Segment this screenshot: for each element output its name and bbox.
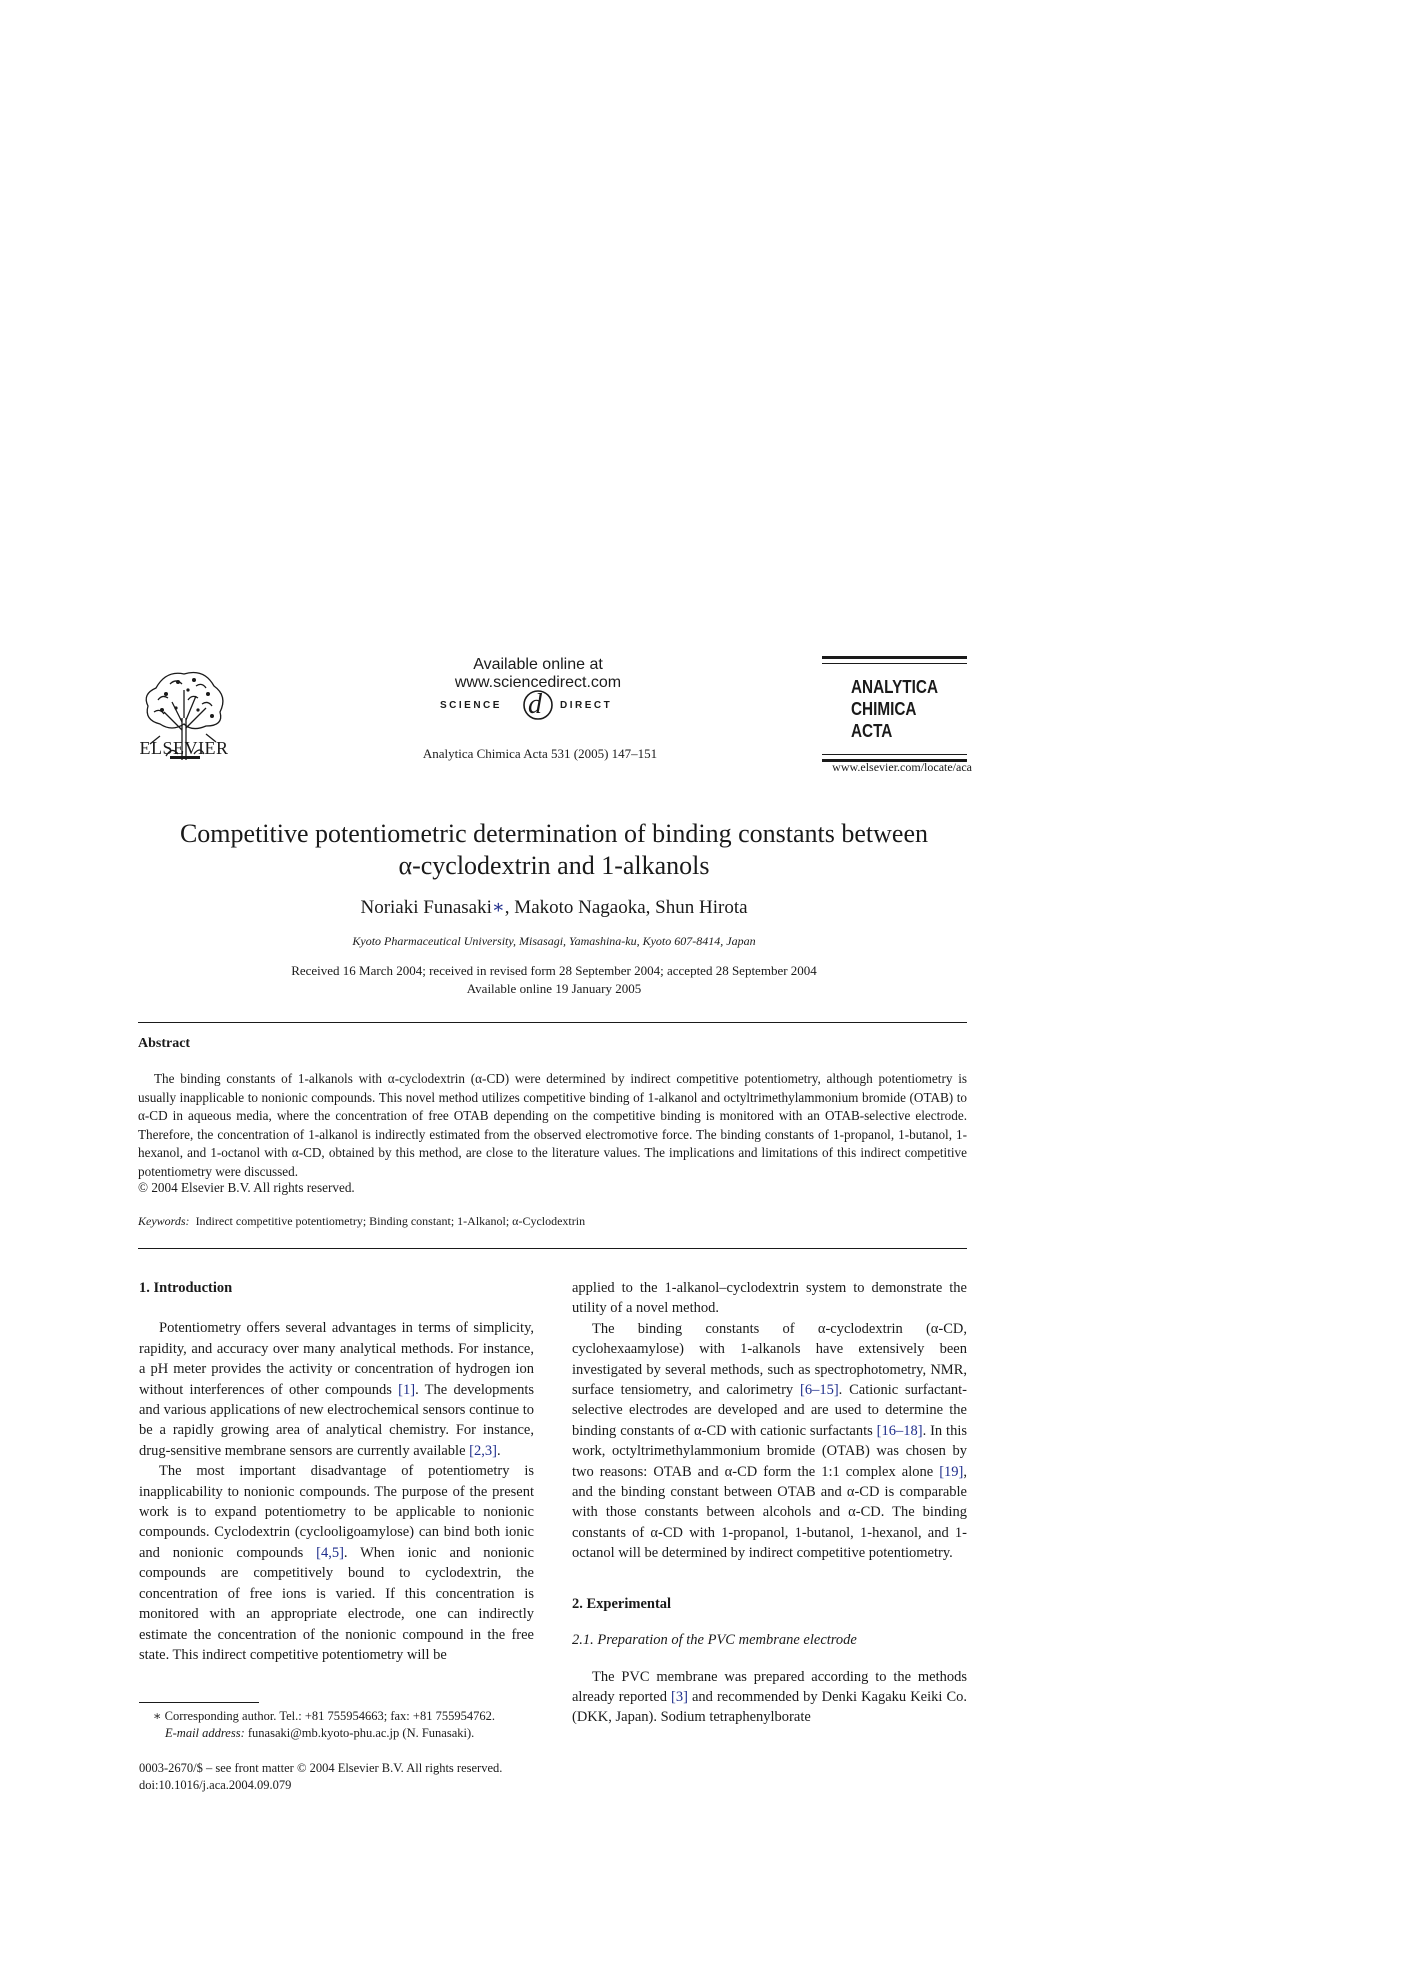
article-title-line: Competitive potentiometric determination of binding constants between (179, 819, 929, 848)
section-heading: 2. Experimental (572, 1595, 672, 1612)
paragraph: The binding constants of α-cyclodextrin (α-CD, cyclohexaamylose) with 1-alkanols have extensively been investigated by several methods, such as spectrophotometry, NMR, surface tensiometry, and calorimetry [6–15]. Cationic surfactant-selective electrodes are developed and are used to determine the binding constants of α-CD with cationic surfactants [16–18]. In this work, octyltrimethylammonium bromide (OTAB) was chosen by two reasons: OTAB and α-CD form the 1:1 complex alone [19], and the binding constant between OTAB and α-CD is comparable with those constants between alcohols and α-CD. The binding constants of α-CD with 1-propanol, 1-butanol, 1-hexanol, and 1-octanol will be determined by indirect competitive potentiometry. (572, 1320, 968, 1562)
reference-link[interactable]: [3] (671, 1688, 688, 1705)
email-note: E-mail address: funasaki@mb.kyoto-phu.ac.jp (N. Funasaki). (165, 1726, 475, 1740)
author-list (120, 896, 988, 919)
journal-name (851, 676, 949, 742)
article-title (120, 818, 988, 882)
issn-line: 0003-2670/$ – see front matter © 2004 Elsevier B.V. All rights reserved. (139, 1761, 503, 1775)
reference-link[interactable]: [1] (398, 1381, 416, 1398)
section-heading: 1. Introduction (139, 1280, 233, 1296)
right-column (572, 1278, 967, 1728)
available-online-date: Available online 19 January 2005 (466, 981, 642, 996)
doi-line[interactable]: doi:10.1016/j.aca.2004.09.079 (139, 1778, 292, 1792)
reference-link[interactable]: [6–15] (799, 1382, 839, 1399)
article-title-line: α-cyclodextrin and 1-alkanols (398, 851, 710, 880)
sciencedirect-right-word: DIRECT (560, 700, 613, 711)
paragraph: The most important disadvantage of potentiometry is inapplicability to nonionic compounds. The purpose of the present work is to expand potentiometry to be applicable to nonionic compounds. Cyclodextrin (cyclooligoamylose) can bind both ionic and nonionic compounds [4,5]. When ionic and nonionic compounds are competitively bound to cyclodextrin, the concentration of free ions is varied. If this concentration is monitored with an appropriate electrode, one can indirectly estimate the concentration of the nonionic compound in the free state. This indirect competitive potentiometry will be (139, 1463, 534, 1663)
left-column (139, 1278, 534, 1665)
keywords-list: Indirect competitive potentiometry; Binding constant; 1-Alkanol; α-Cyclodextrin (195, 1214, 586, 1228)
journal-name-line: ACTA (851, 721, 893, 741)
journal-name-line: ANALYTICA (851, 677, 938, 697)
footnote-divider (139, 1702, 259, 1703)
subsection-heading: 2.1. Preparation of the PVC membrane electrode (572, 1632, 857, 1649)
issn-doi (139, 1760, 559, 1794)
author-affiliation: Kyoto Pharmaceutical University, Misasagi, Yamashina-ku, Kyoto 607-8414, Japan (352, 934, 756, 948)
abstract-heading: Abstract (138, 1036, 191, 1051)
journal-citation: Analytica Chimica Acta 531 (2005) 147–151 (422, 746, 658, 761)
corresponding-author-note: ∗ Corresponding author. Tel.: +81 755954663; fax: +81 755954762. (153, 1709, 495, 1723)
keywords (138, 1214, 585, 1229)
available-online-text: Available online at www.sciencedirect.com (454, 656, 622, 691)
reference-link[interactable]: [4,5] (316, 1544, 344, 1561)
publisher-name: ELSEVIER (139, 738, 229, 758)
reference-link[interactable]: [16–18] (876, 1422, 923, 1439)
copyright-notice: © 2004 Elsevier B.V. All rights reserved. (138, 1180, 355, 1195)
author-names: , Makoto Nagaoka, Shun Hirota (504, 897, 748, 918)
divider (138, 1022, 967, 1023)
paragraph: The PVC membrane was prepared according to the methods already reported [3] and recommended by Denki Kagaku Keiki Co. (DKK, Japan). Sodium tetraphenylborate (572, 1668, 967, 1726)
journal-name-line: CHIMICA (851, 699, 917, 719)
divider (138, 1248, 967, 1249)
sciencedirect-logo-icon (440, 678, 640, 728)
reference-link[interactable]: [19] (939, 1463, 964, 1480)
reference-link[interactable]: [2,3] (469, 1442, 497, 1459)
paragraph: applied to the 1-alkanol–cyclodextrin system to demonstrate the utility of a novel method. (572, 1280, 967, 1317)
article-dates (120, 962, 988, 998)
keywords-label: Keywords: (138, 1214, 190, 1228)
corresponding-author-link[interactable]: ∗ (491, 897, 505, 918)
paragraph: Potentiometry offers several advantages in terms of simplicity, rapidity, and accuracy over many analytical methods. For instance, a pH meter provides the activity or concentration of hydrogen ion without interferences of other compounds [1]. The developments and various applications of new electrochemical sensors continue to be a rapidly growing area of analytical chemistry. For instance, drug-sensitive membrane sensors are currently available [2,3]. (139, 1320, 534, 1459)
author-name: Noriaki Funasaki (360, 897, 492, 918)
svg-text:d: d (528, 689, 542, 720)
sciencedirect-left-word: SCIENCE (440, 700, 502, 711)
abstract-text: The binding constants of 1-alkanols with α-cyclodextrin (α-CD) were determined by indirect competitive potentiometry, although potentiometry is usually inapplicable to nonionic compounds. This novel method utilizes competitive binding of 1-alkanol and octyltrimethylammonium bromide (OTAB) to α-CD in aqueous media, where the concentration of free OTAB depending on the competitive binding is monitored with an OTAB-selective electrode. Therefore, the concentration of 1-alkanol is indirectly estimated from the observed electromotive force. The binding constants of 1-propanol, 1-butanol, 1-hexanol, and 1-octanol with α-CD, obtained by this method, are close to the literature values. The implications and limitations of this indirect competitive potentiometry were discussed. (138, 1071, 967, 1179)
footnotes (139, 1708, 539, 1742)
received-dates: Received 16 March 2004; received in revised form 28 September 2004; accepted 28 September 2004 (291, 963, 817, 978)
journal-url-link[interactable]: www.elsevier.com/locate/aca (832, 760, 972, 774)
